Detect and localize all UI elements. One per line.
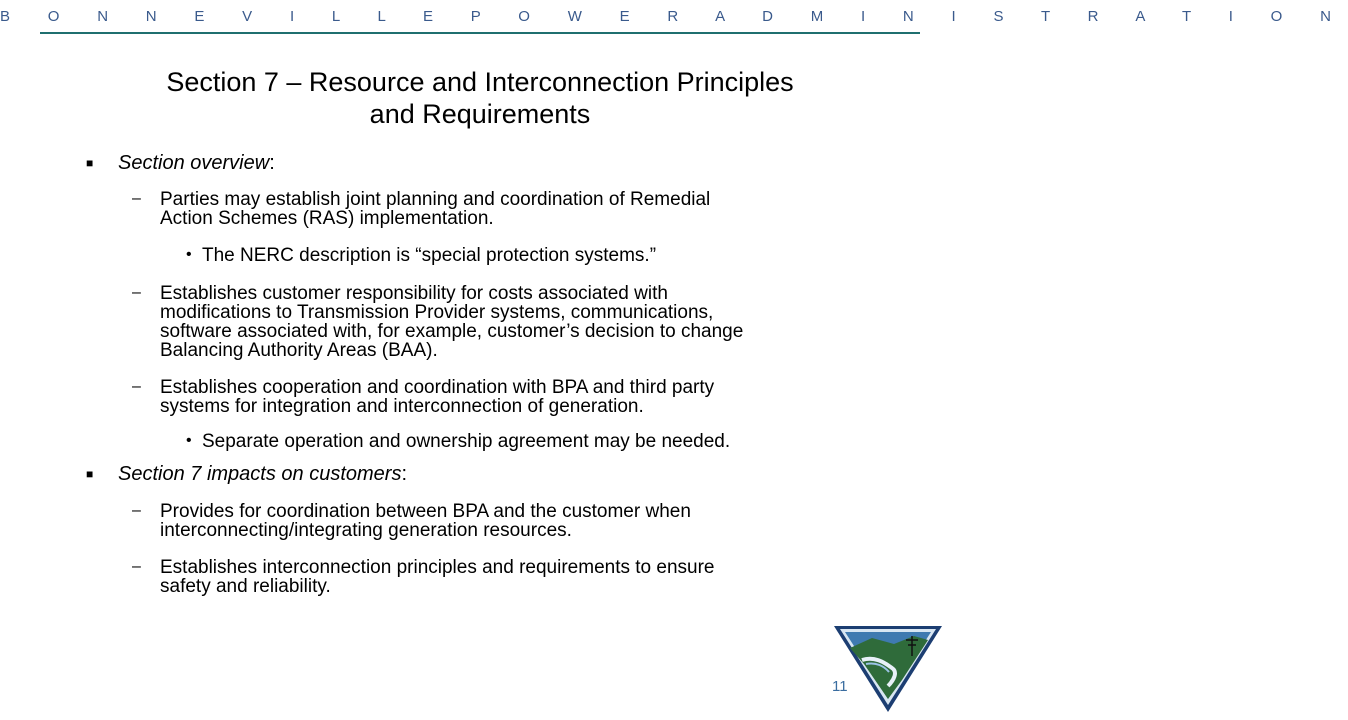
sub-bullet-line: Parties may establish joint planning and coordination of Remedial — [160, 189, 711, 210]
bullet-label-colon: : — [269, 152, 275, 174]
sub-sub-bullet-nerc: The NERC description is “special protection systems.” — [202, 245, 657, 266]
dot-bullet-icon: • — [186, 246, 192, 263]
sub-bullet-customer-costs — [160, 284, 880, 360]
slide-title — [60, 66, 900, 130]
sub-bullet-interconnection-principles — [160, 558, 880, 596]
dash-bullet-icon: – — [132, 378, 141, 395]
bullet-section-overview — [86, 152, 275, 174]
sub-bullet-coordination — [160, 502, 880, 540]
bpa-triangle-logo-icon — [832, 624, 944, 714]
dash-bullet-icon: – — [132, 284, 141, 301]
sub-bullet-line: modifications to Transmission Provider systems, communications, — [160, 302, 714, 323]
sub-bullet-line: Action Schemes (RAS) implementation. — [160, 208, 494, 229]
sub-sub-bullet-separate-agreement: Separate operation and ownership agreement may be needed. — [202, 431, 731, 452]
organization-header: B O N N E V I L L E P O W E R A D M I N I S T R A T I O N — [0, 8, 1348, 25]
sub-bullet-line: Establishes interconnection principles and requirements to ensure — [160, 557, 715, 578]
square-bullet-icon: ■ — [86, 156, 94, 170]
sub-bullet-joint-planning — [160, 190, 880, 228]
sub-bullet-line: systems for integration and interconnection of generation. — [160, 396, 644, 417]
header-divider — [40, 32, 920, 34]
sub-bullet-line: software associated with, for example, customer’s decision to change — [160, 321, 744, 342]
dash-bullet-icon: – — [132, 558, 141, 575]
page-number: 11 — [832, 678, 848, 695]
slide-title-line-1: Section 7 – Resource and Interconnection Principles — [166, 67, 794, 97]
dash-bullet-icon: – — [132, 502, 141, 519]
bullet-label-colon: : — [401, 463, 408, 485]
slide-title-line-2: and Requirements — [369, 99, 591, 129]
square-bullet-icon: ■ — [86, 467, 94, 481]
bullet-section-7-impacts — [86, 463, 408, 485]
sub-bullet-line: Provides for coordination between BPA and the customer when — [160, 501, 691, 522]
sub-bullet-line: interconnecting/integrating generation resources. — [160, 520, 572, 541]
sub-bullet-line: Establishes cooperation and coordination with BPA and third party — [160, 377, 715, 398]
sub-bullet-line: Establishes customer responsibility for costs associated with — [160, 283, 668, 304]
bullet-label: Section overview — [118, 152, 270, 174]
dot-bullet-icon: • — [186, 432, 192, 449]
sub-bullet-cooperation — [160, 378, 880, 416]
dash-bullet-icon: – — [132, 190, 141, 207]
bullet-label: Section 7 impacts on customers — [118, 463, 402, 485]
sub-bullet-line: safety and reliability. — [160, 576, 331, 597]
sub-bullet-line: Balancing Authority Areas (BAA). — [160, 340, 438, 361]
